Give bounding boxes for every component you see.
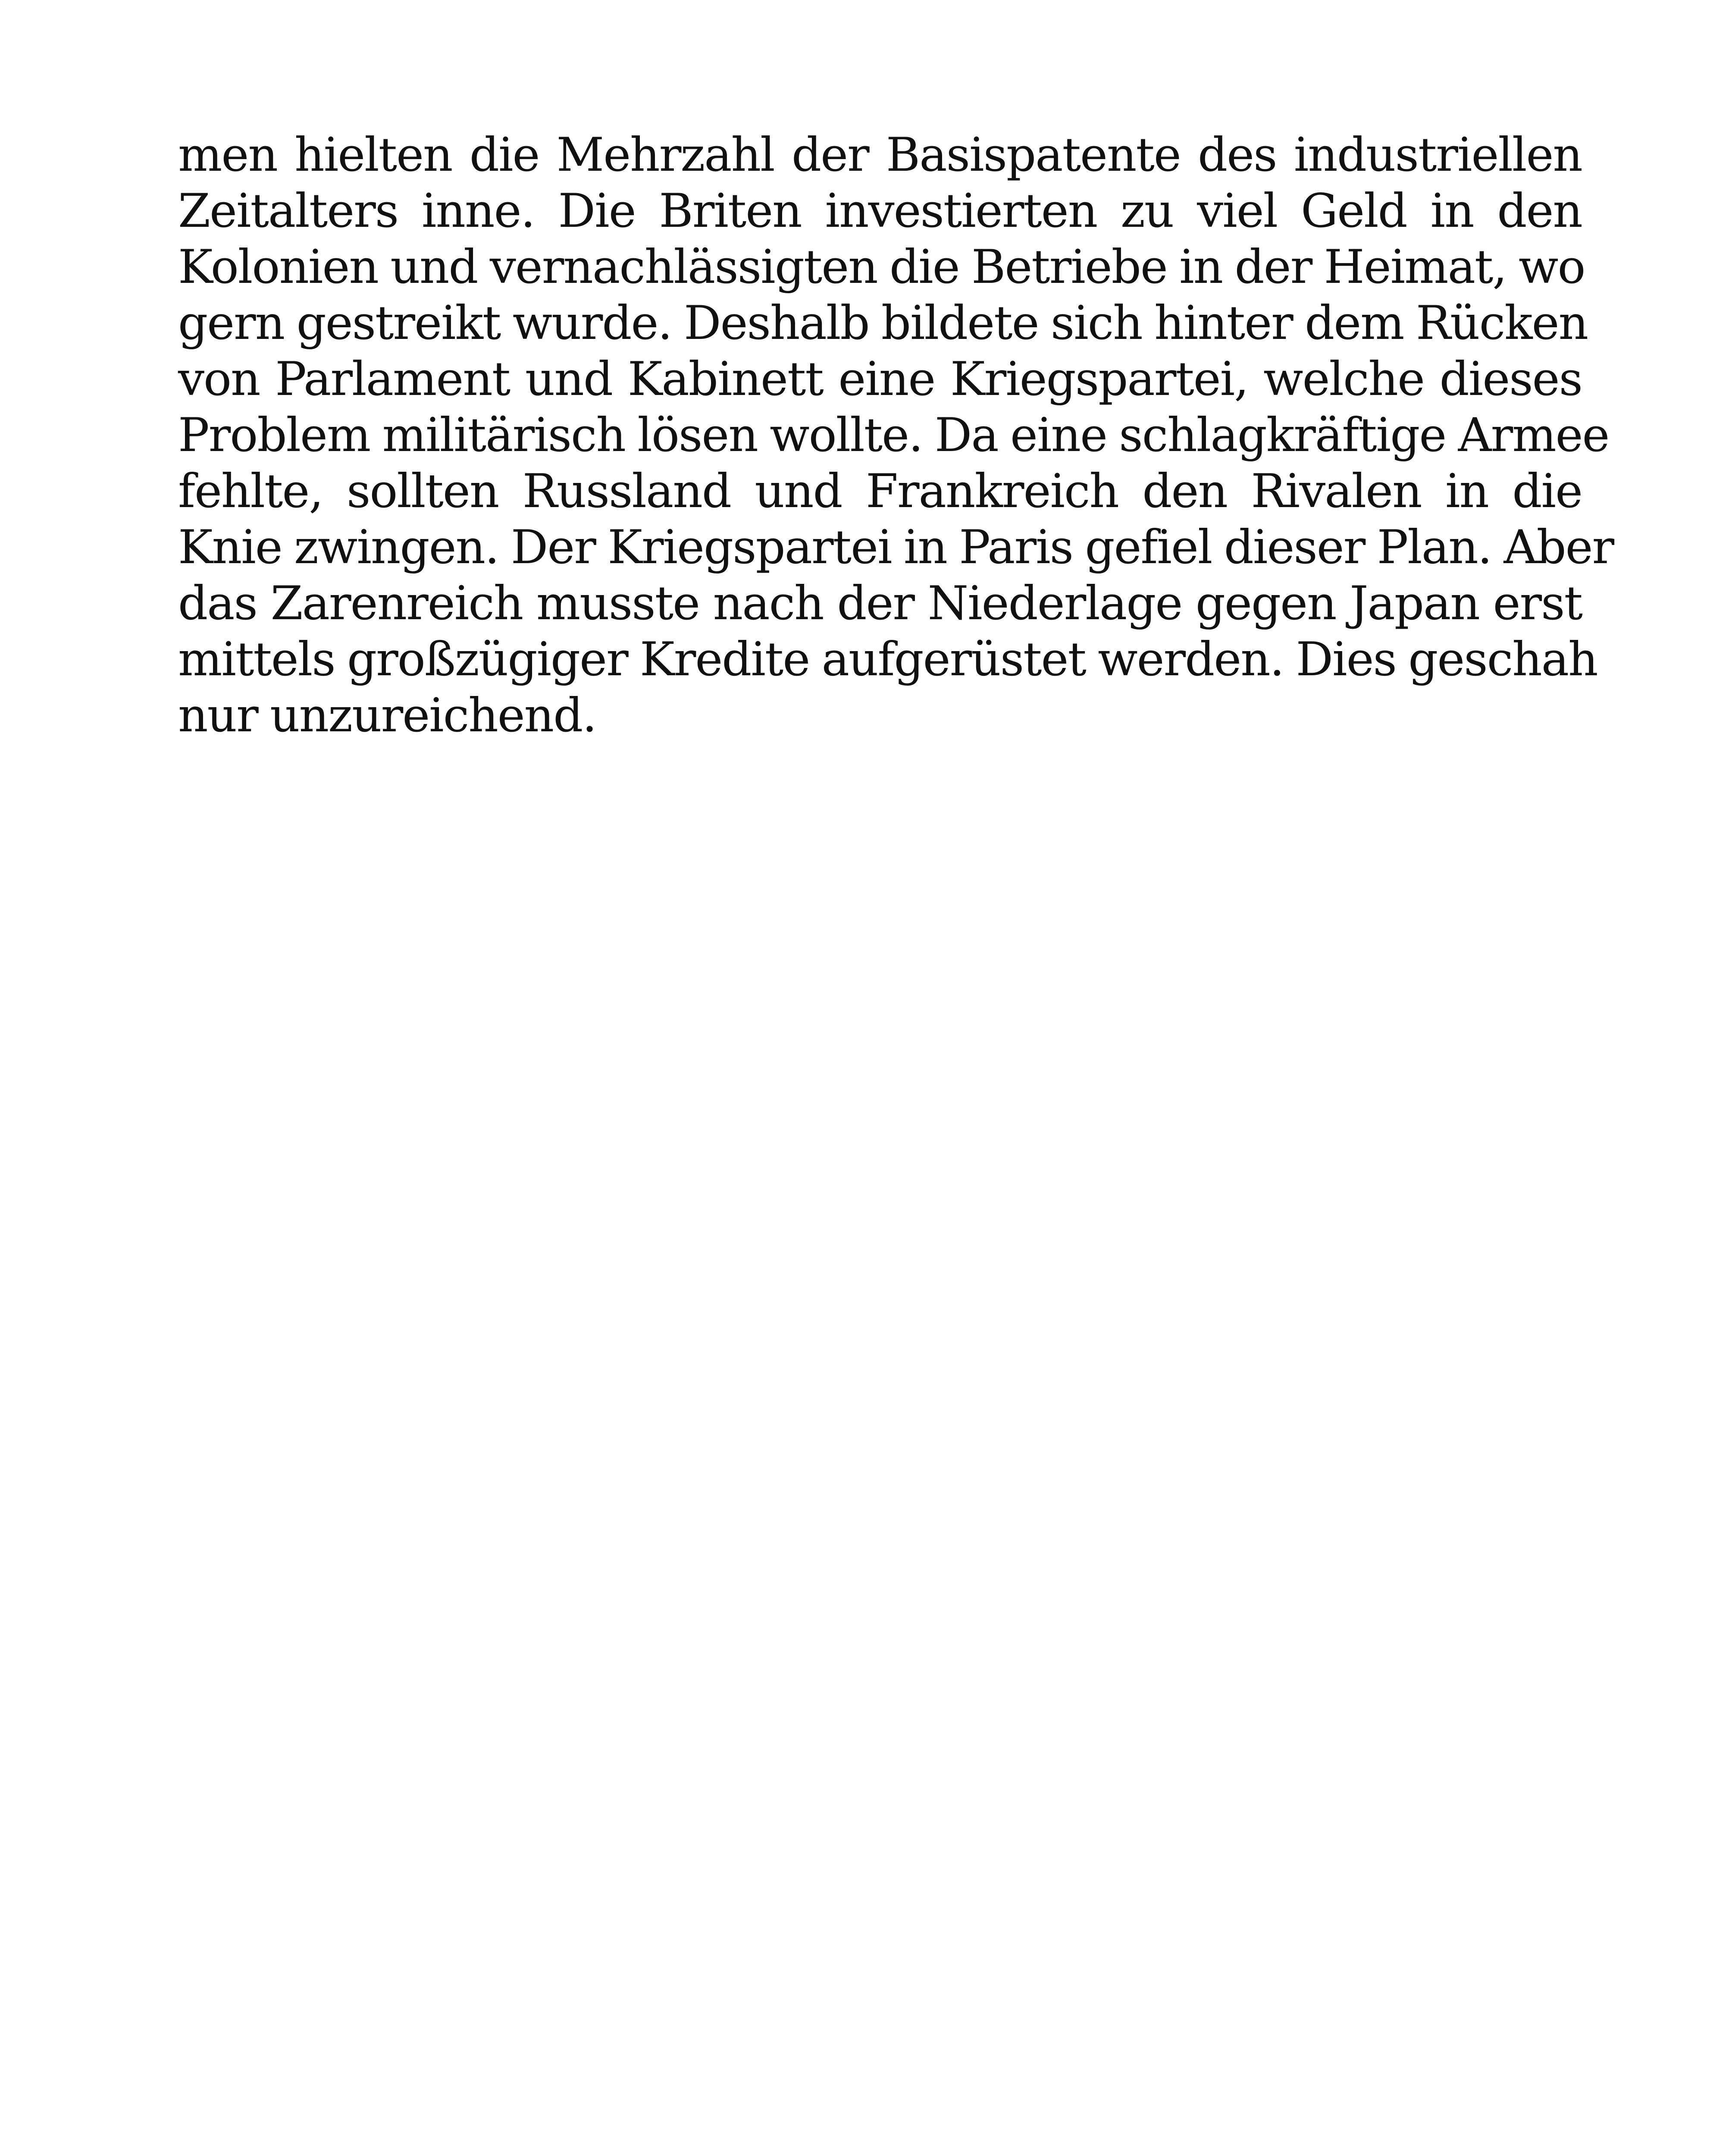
text-line: das Zarenreich musste nach der Niederlage gegen Japan erst (178, 577, 1582, 630)
text-line: Zeitalters inne. Die Briten investierten zu viel Geld in den (178, 184, 1582, 238)
text-line: Problem militärisch lösen wollte. Da eine schlagkräftige Armee (178, 408, 1609, 462)
text-line: fehlte, sollten Russland und Frankreich den Rivalen in die (178, 464, 1582, 518)
text-line: gern gestreikt wurde. Deshalb bildete sich hinter dem Rücken (178, 296, 1588, 350)
text-line: men hielten die Mehrzahl der Basispatente des industriellen (178, 128, 1582, 182)
text-line: von Parlament und Kabinett eine Kriegspartei, welche dieses (178, 352, 1582, 406)
text-line: nur unzureichend. (178, 689, 596, 743)
text-line: Kolonien und vernachlässigten die Betriebe in der Heimat, wo (178, 240, 1585, 294)
text-line: mittels großzügiger Kredite aufgerüstet werden. Dies geschah (178, 633, 1597, 686)
text-line: Knie zwingen. Der Kriegspartei in Paris gefiel dieser Plan. Aber (178, 520, 1614, 574)
body-paragraph (178, 127, 1614, 744)
